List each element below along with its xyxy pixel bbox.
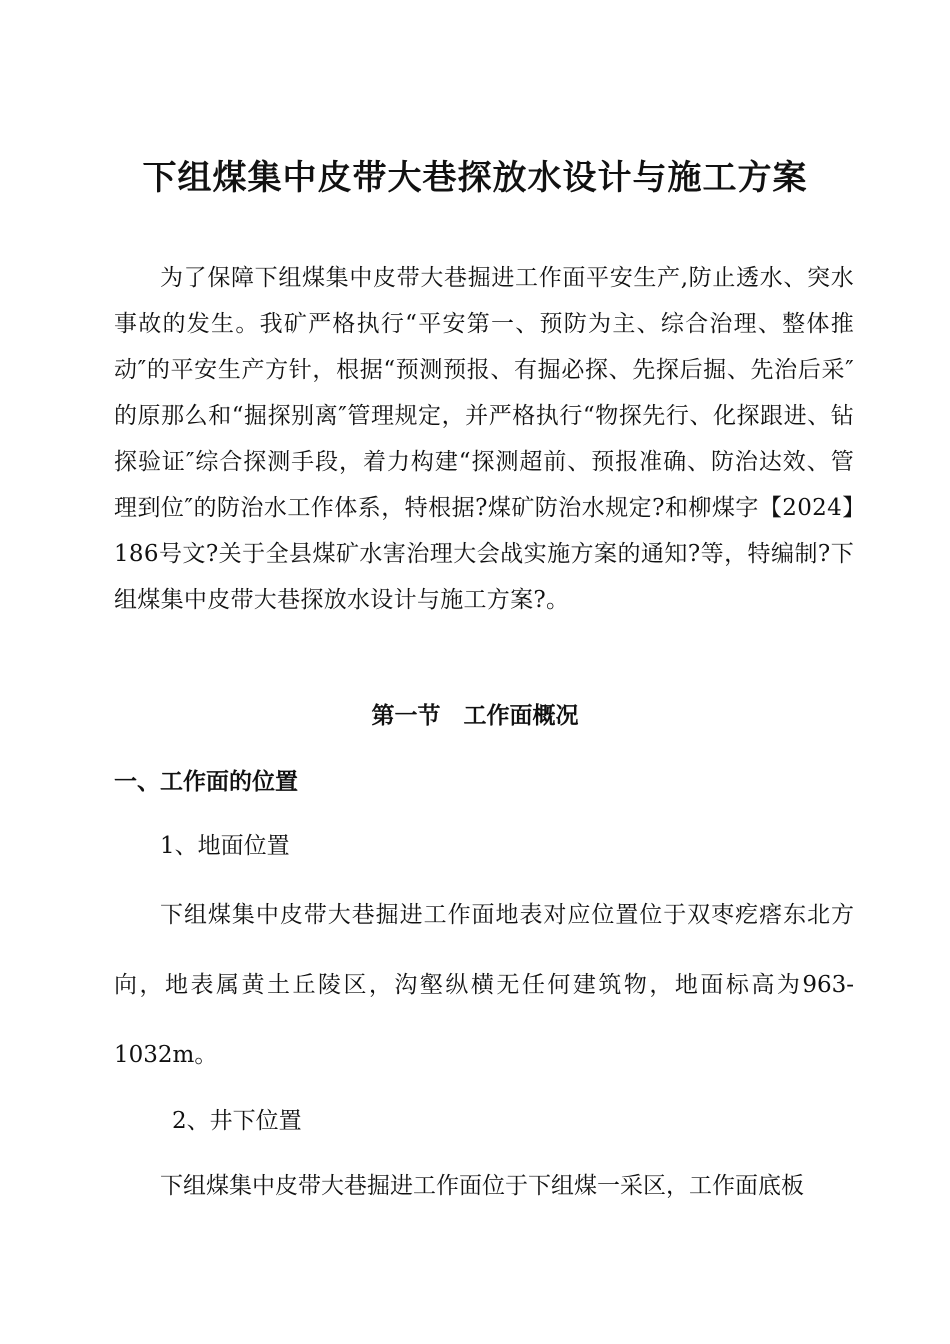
paragraph-underground-location: 下组煤集中皮带大巷掘进工作面位于下组煤一采区，工作面底板 — [160, 1173, 804, 1199]
section-heading: 第一节 工作面概况 — [371, 703, 579, 729]
item-label-surface: 1、地面位置 — [160, 833, 290, 859]
subheading-location: 一、工作面的位置 — [114, 769, 298, 795]
intro-paragraph: 为了保障下组煤集中皮带大巷掘进工作面平安生产,防止透水、突水事故的发生。我矿严格执行“平安第一、预防为主、综合治理、整体推动″的平安生产方针，根据“预测预报、有掘必探、先探后掘、先治后采″的原那么和“掘探别离″管理规定，并严格执行“物探先行、化探跟进、钻探验证″综合探测手段，着力构建“探测超前、预报准确、防治达效、管理到位″的防治水工作体系，特根据?煤矿防治水规定?和柳煤字【2024】186号文?关于全县煤矿水害治理大会战实施方案的通知?等，特编制?下组煤集中皮带大巷探放水设计与施工方案?。 — [114, 265, 854, 613]
item-label-underground: 2、井下位置 — [172, 1108, 302, 1134]
document-title: 下组煤集中皮带大巷探放水设计与施工方案 — [142, 158, 808, 198]
paragraph-surface-location: 下组煤集中皮带大巷掘进工作面地表对应位置位于双枣疙瘩东北方向，地表属黄土丘陵区，沟壑纵横无任何建筑物，地面标高为963-1032m。 — [114, 902, 854, 1068]
